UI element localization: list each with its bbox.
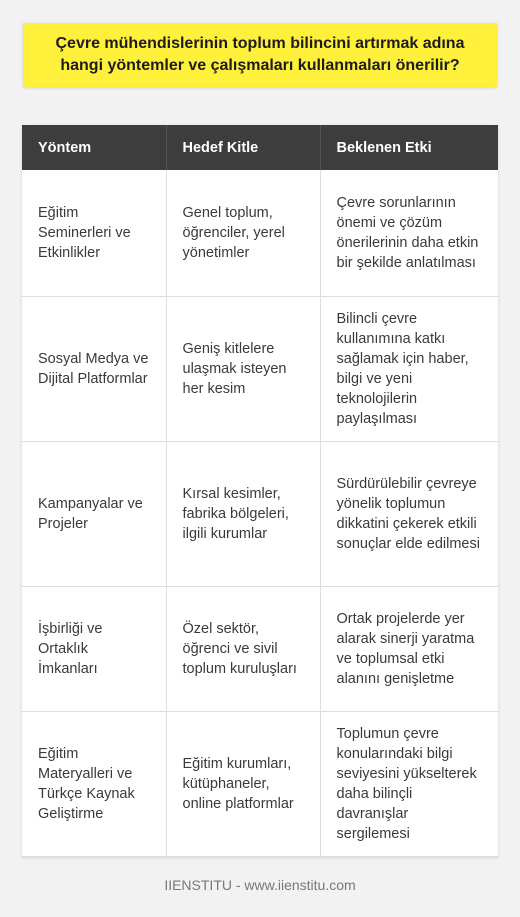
question-text: Çevre mühendislerinin toplum bilincini artırmak adına hangi yöntemler ve çalışmaları kullanmaları önerilir? xyxy=(55,35,465,74)
cell-target-audience: Geniş kitlelere ulaşmak isteyen her kesim xyxy=(166,296,320,441)
cell-method: Kampanyalar ve Projeler xyxy=(22,441,166,586)
question-banner xyxy=(23,23,497,87)
table-row xyxy=(22,170,498,296)
cell-expected-impact: Ortak projelerde yer alarak sinerji yaratma ve toplumsal etki alanını genişletme xyxy=(320,586,498,711)
cell-expected-impact: Sürdürülebilir çevreye yönelik toplumun dikkatini çekerek etkili sonuçlar elde edilmesi xyxy=(320,441,498,586)
cell-expected-impact: Toplumun çevre konularındaki bilgi seviyesini yükselterek daha bilinçli davranışlar sergilemesi xyxy=(320,711,498,856)
table-row xyxy=(22,296,498,441)
cell-target-audience: Özel sektör, öğrenci ve sivil toplum kuruluşları xyxy=(166,586,320,711)
cell-expected-impact: Çevre sorunlarının önemi ve çözüm önerilerinin daha etkin bir şekilde anlatılması xyxy=(320,170,498,296)
table-row xyxy=(22,711,498,856)
table-header-row xyxy=(22,125,498,170)
methods-table xyxy=(22,125,498,857)
header-target-audience: Hedef Kitle xyxy=(166,125,320,170)
header-expected-impact: Beklenen Etki xyxy=(320,125,498,170)
table-row xyxy=(22,441,498,586)
cell-method: Sosyal Medya ve Dijital Platformlar xyxy=(22,296,166,441)
header-method: Yöntem xyxy=(22,125,166,170)
cell-method: Eğitim Seminerleri ve Etkinlikler xyxy=(22,170,166,296)
cell-target-audience: Genel toplum, öğrenciler, yerel yönetimler xyxy=(166,170,320,296)
cell-method: Eğitim Materyalleri ve Türkçe Kaynak Geliştirme xyxy=(22,711,166,856)
cell-expected-impact: Bilincli çevre kullanımına katkı sağlamak için haber, bilgi ve yeni teknolojilerin paylaşılması xyxy=(320,296,498,441)
cell-target-audience: Eğitim kurumları, kütüphaneler, online platformlar xyxy=(166,711,320,856)
cell-target-audience: Kırsal kesimler, fabrika bölgeleri, ilgili kurumlar xyxy=(166,441,320,586)
footer-credit: IIENSTITU - www.iienstitu.com xyxy=(164,877,356,893)
cell-method: İşbirliği ve Ortaklık İmkanları xyxy=(22,586,166,711)
table-row xyxy=(22,586,498,711)
